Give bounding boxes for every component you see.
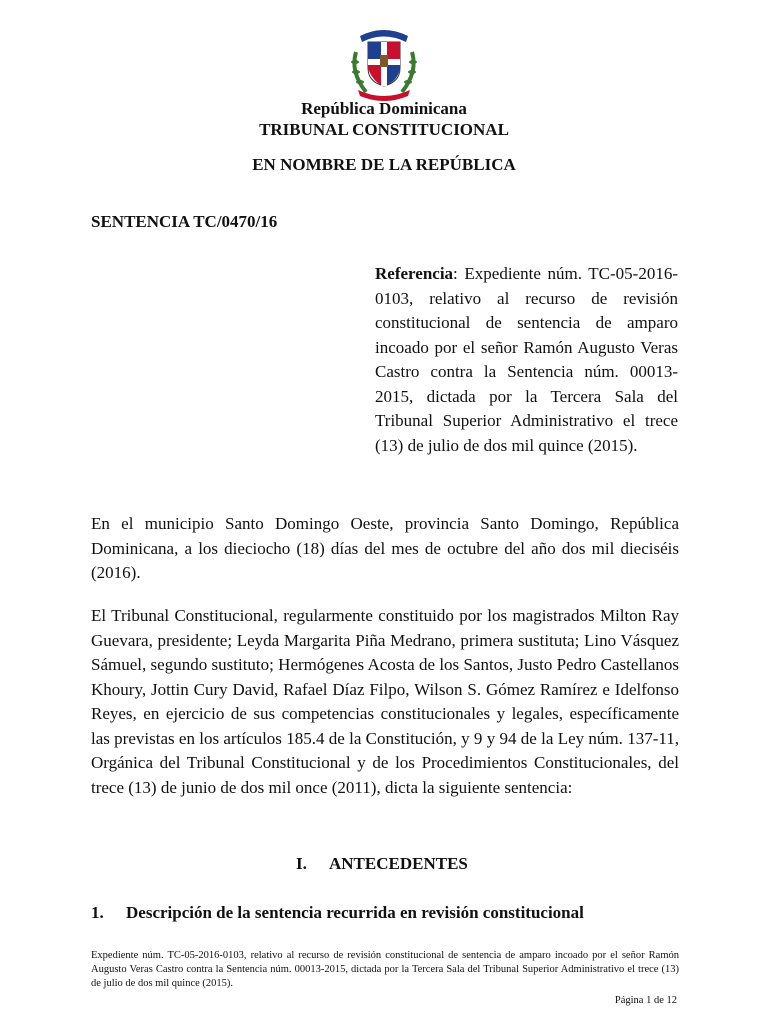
coat-of-arms-icon: [346, 22, 422, 102]
country-heading: República Dominicana: [301, 99, 467, 118]
subsection-heading: [91, 903, 584, 923]
in-name-heading: EN NOMBRE DE LA REPÚBLICA: [252, 155, 516, 174]
section-title: ANTECEDENTES: [329, 854, 468, 873]
reference-block: [375, 262, 678, 458]
footer-note: Expediente núm. TC-05-2016-0103, relativo al recurso de revisión constitucional de sentencia de amparo incoado por el señor Ramón Augusto Veras Castro contra la Sentencia núm. 00013-2015, dictada por la Tercera Sala del Tribunal Superior Administrativo el trece (13) de julio de dos mil quince (2015).: [91, 950, 679, 989]
sentence-id: SENTENCIA TC/0470/16: [91, 212, 278, 231]
page-number: Página 1 de 12: [614, 995, 677, 1006]
location-date-paragraph: En el municipio Santo Domingo Oeste, provincia Santo Domingo, República Dominicana, a los dieciocho (18) días del mes de octubre del año dos mil dieciséis (2016).: [91, 514, 679, 582]
tribunal-composition-paragraph: El Tribunal Constitucional, regularmente constituido por los magistrados Milton Ray Guevara, presidente; Leyda Margarita Piña Medrano, primera sustituta; Lino Vásquez Sámuel, segundo sustituto; Hermógenes Acosta de los Santos, Justo Pedro Castellanos Khoury, Jottin Cury David, Rafael Díaz Filpo, Wilson S. Gómez Ramírez e Idelfonso Reyes, en ejercicio de sus competencias constitucionales y legales, específicamente las previstas en los artículos 185.4 de la Constitución, y 9 y 94 de la Ley núm. 137-11, Orgánica del Tribunal Constitucional y de los Procedimientos Constitucionales, del trece (13) de junio de dos mil once (2011), dicta la siguiente sentencia:: [91, 606, 679, 797]
reference-text: : Expediente núm. TC-05-2016-0103, relativo al recurso de revisión constitucional de sentencia de amparo incoado por el señor Ramón Augusto Veras Castro contra la Sentencia núm. 00013-2015, dictada por la Tercera Sala del Tribunal Superior Administrativo el trece (13) de julio de dos mil quince (2015).: [375, 264, 678, 455]
court-heading: TRIBUNAL CONSTITUCIONAL: [259, 120, 509, 139]
section-number: I.: [296, 854, 307, 873]
section-heading: [296, 854, 468, 874]
subsection-number: 1.: [91, 903, 104, 922]
subsection-title: Descripción de la sentencia recurrida en revisión constitucional: [126, 903, 584, 922]
reference-label: Referencia: [375, 264, 454, 283]
